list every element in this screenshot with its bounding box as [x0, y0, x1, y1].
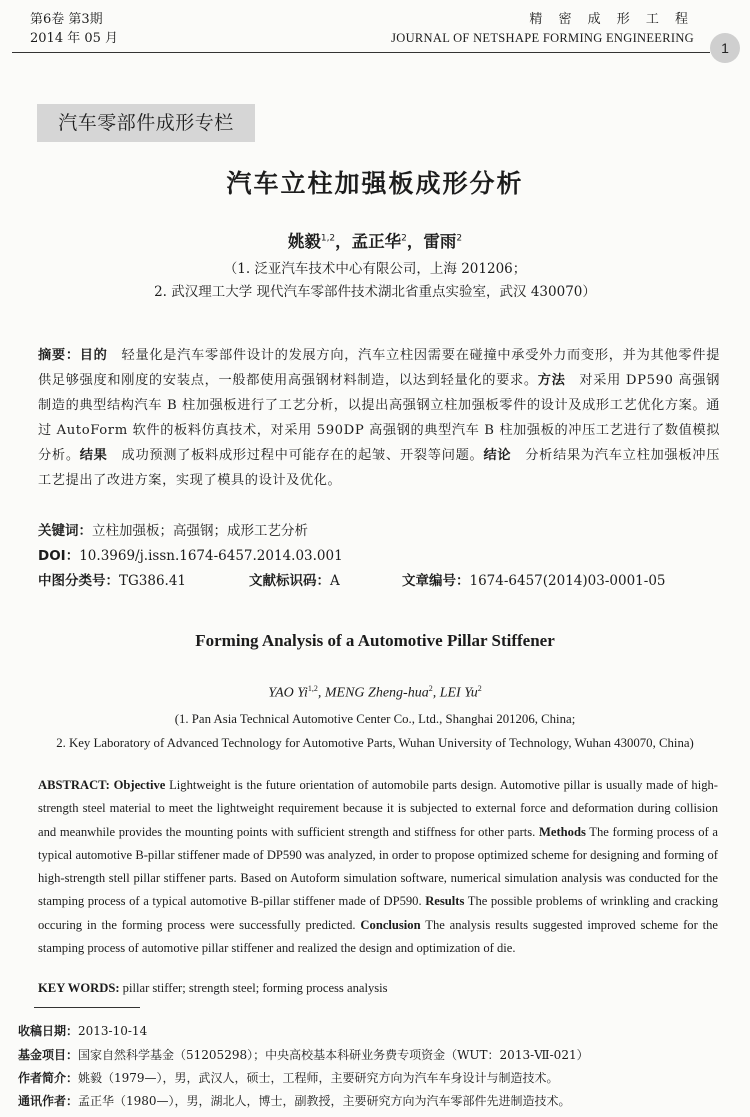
- issue-date: 2014 年 05 月: [30, 31, 119, 46]
- authors-en: [0, 684, 750, 702]
- footnote-funding: [18, 1046, 589, 1063]
- author-name: 姚毅: [287, 232, 321, 251]
- keywords-value: pillar stiffer; strength steel; forming process analysis: [119, 981, 388, 995]
- footnote-value: 国家自然科学基金（51205298）；中央高校基本科研业务费专项资金（WUT：2013-Ⅶ-021）: [78, 1048, 589, 1062]
- affiliation-en-2: 2. Key Laboratory of Advanced Technology for Automotive Parts, Wuhan University of Technology, Wuhan 430070, China): [56, 736, 694, 750]
- author-affiliation-mark: 2: [456, 233, 463, 244]
- doi: [38, 544, 343, 564]
- clc-label: 中图分类号：: [38, 573, 119, 589]
- journal-name-en: JOURNAL OF NETSHAPE FORMING ENGINEERING: [391, 31, 694, 45]
- author-name: YAO Yi: [268, 685, 308, 701]
- author-affiliation-mark: 1,2: [320, 233, 336, 244]
- keywords-label: 关键词：: [38, 523, 92, 539]
- author-affiliation-mark: 2: [428, 684, 433, 693]
- affiliation-cn-1: （1. 泛亚汽车技术中心有限公司，上海 201206；: [223, 261, 527, 277]
- footnote-label: 基金项目：: [18, 1048, 79, 1062]
- abstract-cn: [38, 343, 720, 493]
- footnote-label: 收稿日期：: [18, 1024, 79, 1038]
- keywords-cn: [38, 519, 308, 539]
- footnote-corresponding-author: [18, 1092, 571, 1109]
- author-separator: ，: [335, 232, 352, 251]
- affiliation-en-1: (1. Pan Asia Technical Automotive Center Co., Ltd., Shanghai 201206, China;: [174, 712, 576, 726]
- article-number-value: 1674-6457(2014)03-0001-05: [469, 573, 666, 589]
- objective-label: Objective: [113, 778, 166, 792]
- conclusion-label: 结论: [483, 448, 512, 463]
- doi-label: DOI：: [38, 548, 80, 564]
- authors-cn: [0, 228, 750, 252]
- volume-issue: 第6卷 第3期: [30, 12, 103, 27]
- author-separator: ,: [432, 685, 440, 701]
- methods-text: The forming process of a typical automotive B-pillar stiffener made of DP590 was analyzed, in order to propose optimized scheme for designing and forming of high-strength stell pillar stiffener parts. Based on Autoform simulation software, numerical simulation analysis was conducted for the stamping process of a typical automotive B-pillar stiffener made of DP590.: [38, 824, 718, 909]
- objective-label: 目的: [79, 348, 108, 363]
- document-code-value: A: [330, 573, 340, 589]
- conclusion-text: 分析结果为汽车立柱加强板冲压工艺提出了改进方案，实现了模具的设计及优化。: [38, 448, 720, 488]
- document-code-label: 文献标识码：: [249, 573, 330, 589]
- document-code: [249, 569, 340, 589]
- article-number-label: 文章编号：: [402, 573, 470, 589]
- article-number: [402, 569, 666, 589]
- footnote-label: 作者简介：: [18, 1071, 79, 1085]
- results-label: 结果: [79, 448, 108, 463]
- clc-value: TG386.41: [119, 573, 187, 589]
- author-name: 孟正华: [351, 232, 402, 251]
- footnote-value: 2013-10-14: [78, 1024, 148, 1038]
- footnote-received-date: [18, 1022, 147, 1039]
- author-name: LEI Yu: [439, 685, 478, 701]
- footnote-divider: [34, 1007, 140, 1008]
- footnote-author-bio: [18, 1069, 559, 1086]
- objective-text: 轻量化是汽车零部件设计的发展方向，汽车立柱因需要在碰撞中承受外力而变形，并为其他零件提供足够强度和刚度的安装点，一般都使用高强钢材料制造，以达到轻量化的要求。: [38, 348, 720, 388]
- conclusion-text: The analysis results suggested improved scheme for the stamping process of automotive pillar stiffener and realized the design and optimization of die.: [38, 917, 719, 956]
- author-separator: ,: [317, 685, 325, 701]
- results-text: 成功预测了板料成形过程中可能存在的起皱、开裂等问题。: [107, 448, 484, 463]
- author-separator: ，: [406, 232, 424, 251]
- header-divider: [12, 52, 710, 53]
- author-affiliation-mark: 2: [401, 233, 407, 244]
- journal-volume-info: [30, 10, 118, 48]
- author-name: MENG Zheng-hua: [324, 685, 429, 701]
- page-number: 1: [710, 33, 740, 63]
- column-tag: 汽车零部件成形专栏: [37, 104, 255, 142]
- abstract-label: 摘要：: [38, 348, 80, 363]
- journal-name-cn: 精 密 成 形 工 程: [529, 12, 694, 27]
- author-name: 雷雨: [423, 232, 457, 251]
- methods-text: 对采用 DP590 高强钢制造的典型结构汽车 B 柱加强板进行了工艺分析，以提出高强钢立柱加强板零件的设计及成形工艺优化方案。通过 AutoForm 软件的板料仿真技术，对采用 590DP 高强钢的典型汽车 B 柱加强板的冲压工艺进行了数值模拟分析。: [38, 373, 720, 463]
- doi-value: 10.3969/j.issn.1674-6457.2014.03.001: [79, 548, 343, 564]
- author-affiliation-mark: 2: [477, 684, 482, 693]
- clc-number: [38, 569, 186, 589]
- affiliation-cn-2: 2. 武汉理工大学 现代汽车零部件技术湖北省重点实验室，武汉 430070）: [154, 284, 596, 300]
- footnote-value: 孟正华（1980—），男，湖北人，博士，副教授，主要研究方向为汽车零部件先进制造技术。: [78, 1094, 571, 1108]
- conclusion-label: Conclusion: [360, 917, 421, 932]
- keywords-value: 立柱加强板；高强钢；成形工艺分析: [92, 523, 308, 539]
- results-label: Results: [425, 894, 465, 909]
- title-cn: 汽车立柱加强板成形分析: [226, 169, 524, 198]
- footnote-value: 姚毅（1979—），男，武汉人，硕士，工程师，主要研究方向为汽车车身设计与制造技术。: [78, 1071, 559, 1085]
- results-text: The possible problems of wrinkling and cracking occuring in the forming process were successfully predicted.: [38, 894, 718, 932]
- abstract-en: [38, 774, 718, 960]
- journal-name: [391, 10, 694, 48]
- author-affiliation-mark: 1,2: [307, 684, 318, 693]
- objective-text: Lightweight is the future orientation of automobile parts design. Automotive pillar is usually made of high-strength steel material to meet the lightweight requirement because it is subjected to external force and deformation during collision and meanwhile provides the mounting points with sufficient strength and stiffness for other parts.: [38, 778, 718, 839]
- methods-label: Methods: [538, 824, 586, 839]
- footnote-label: 通讯作者：: [18, 1094, 79, 1108]
- methods-label: 方法: [537, 373, 566, 388]
- abstract-label: ABSTRACT:: [38, 778, 110, 792]
- keywords-en: [38, 981, 388, 996]
- keywords-label: KEY WORDS:: [38, 981, 120, 995]
- title-en: Forming Analysis of a Automotive Pillar Stiffener: [195, 631, 555, 650]
